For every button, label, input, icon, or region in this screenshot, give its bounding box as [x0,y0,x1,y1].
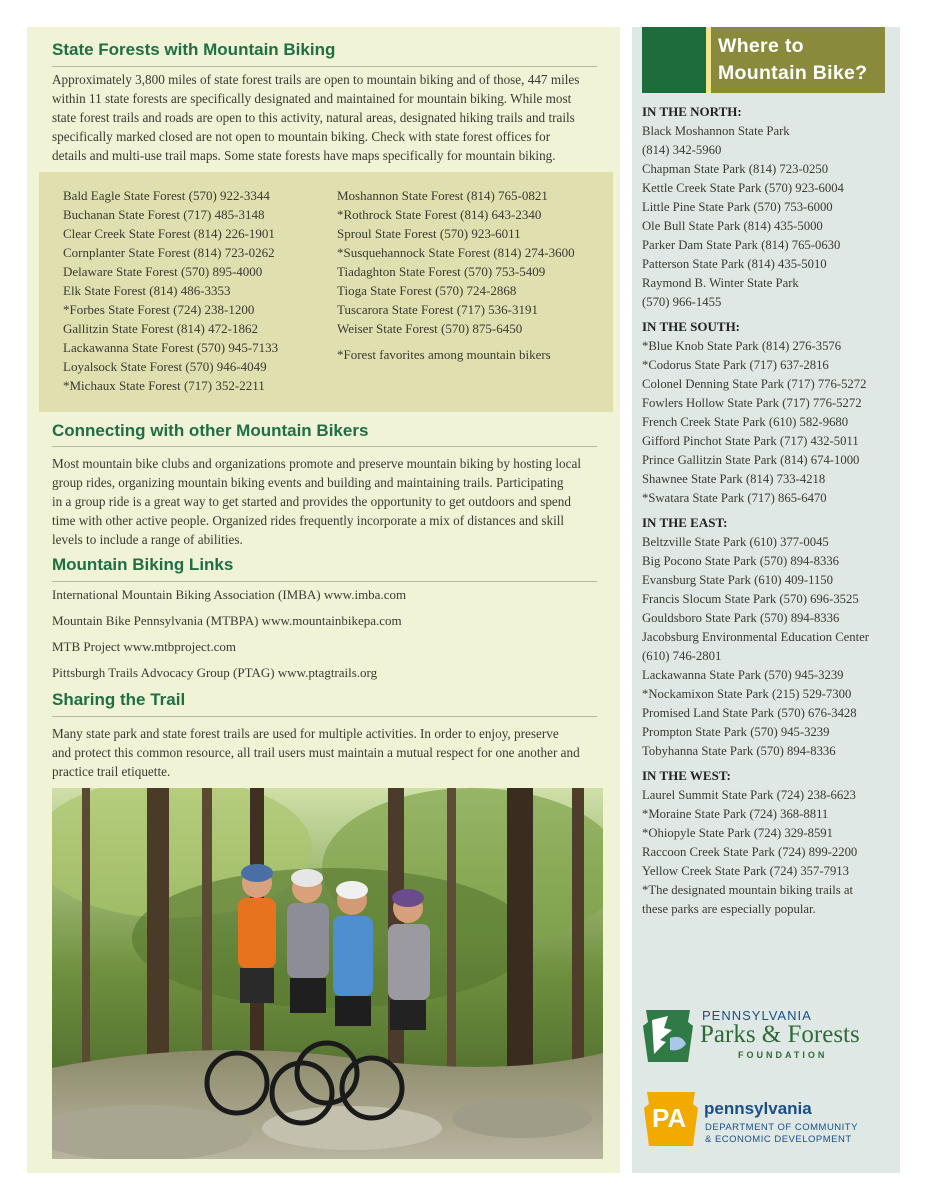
ppff-logo [642,1008,892,1064]
list-item: (570) 966-1455 [642,295,722,309]
list-item: Francis Slocum State Park (570) 696-3525 [642,592,859,606]
region-south-label: IN THE SOUTH: [642,319,741,334]
list-item: Ole Bull State Park (814) 435-5000 [642,219,823,233]
list-item: Evansburg State Park (610) 409-1150 [642,573,833,587]
sidebar-title: Where to Mountain Bike? [718,35,868,84]
list-item: Tuscarora State Forest (717) 536-3191 [337,302,538,317]
list-item: *Susquehannock State Forest (814) 274-3600 [337,245,575,260]
ppff-line2: Parks & Forests [700,1021,860,1048]
link-mtbpa[interactable]: Mountain Bike Pennsylvania (MTBPA) www.mountainbikepa.com [52,613,402,628]
list-item: (610) 746-2801 [642,649,722,663]
region-west-label: IN THE WEST: [642,768,731,783]
sharing-heading: Sharing the Trail [52,690,186,709]
list-item: Jacobsburg Environmental Education Center [642,630,870,644]
list-item: *Codorus State Park (717) 637-2816 [642,358,829,372]
list-item: Bald Eagle State Forest (570) 922-3344 [63,188,270,203]
dced-line3: & ECONOMIC DEVELOPMENT [705,1134,852,1145]
links-heading: Mountain Biking Links [52,555,234,574]
list-item: *Rothrock State Forest (814) 643-2340 [337,207,542,222]
list-item: Laurel Summit State Park (724) 238-6623 [642,788,856,802]
region-north-list [642,122,844,312]
list-item: *Michaux State Forest (717) 352-2211 [63,378,265,393]
keystone-leaf-logo-icon [642,1008,694,1064]
list-item: Elk State Forest (814) 486-3353 [63,283,231,298]
connecting-rule [52,446,597,447]
list-item: Shawnee State Park (814) 733-4218 [642,472,826,486]
dced-line1: pennsylvania [704,1099,812,1118]
list-item: Parker Dam State Park (814) 765-0630 [642,238,841,252]
sidebar-header-accent [706,27,711,93]
list-item: Raymond B. Winter State Park [642,276,799,290]
list-item: Raccoon Creek State Park (724) 899-2200 [642,845,858,859]
list-item: *Blue Knob State Park (814) 276-3576 [642,339,842,353]
sharing-body: Many state park and state forest trails are used for multiple activities. In order to enjoy, preserve and protect this common resource, all trail users must maintain a mutual respect for one another and practice trail etiquette. [52,726,580,779]
list-item: *The designated mountain biking trails at [642,883,854,897]
list-item: Big Pocono State Park (570) 894-8336 [642,554,839,568]
list-item: *Swatara State Park (717) 865-6470 [642,491,827,505]
ppff-line1: PENNSYLVANIA [702,1008,812,1023]
list-item: Lackawanna State Park (570) 945-3239 [642,668,844,682]
list-item: Tiadaghton State Forest (570) 753-5409 [337,264,546,279]
list-item: Tobyhanna State Park (570) 894-8336 [642,744,836,758]
links-list [52,587,406,691]
list-item: Sproul State Forest (570) 923-6011 [337,226,521,241]
forest-footnote: *Forest favorites among mountain bikers [337,347,551,362]
list-item: Delaware State Forest (570) 895-4000 [63,264,263,279]
list-item: Prompton State Park (570) 945-3239 [642,725,830,739]
list-item: Gifford Pinchot State Park (717) 432-5011 [642,434,859,448]
list-item: Weiser State Forest (570) 875-6450 [337,321,523,336]
list-item: Chapman State Park (814) 723-0250 [642,162,829,176]
dced-badge: PA [652,1103,687,1133]
region-west-list [642,786,857,919]
connecting-heading: Connecting with other Mountain Bikers [52,421,369,440]
list-item: Loyalsock State Forest (570) 946-4049 [63,359,267,374]
list-item: Clear Creek State Forest (814) 226-1901 [63,226,275,241]
list-item: Gallitzin State Forest (814) 472-1862 [63,321,258,336]
list-item: *Moraine State Park (724) 368-8811 [642,807,829,821]
forest-list-left [63,186,278,395]
region-east-list [642,533,869,761]
links-rule [52,581,597,582]
list-item: Beltzville State Park (610) 377-0045 [642,535,829,549]
list-item: Yellow Creek State Park (724) 357-7913 [642,864,849,878]
list-item: Colonel Denning State Park (717) 776-5272 [642,377,867,391]
list-item: these parks are especially popular. [642,902,816,916]
sidebar-header-block [642,27,709,93]
link-mtbproject[interactable]: MTB Project www.mtbproject.com [52,639,237,654]
list-item: Fowlers Hollow State Park (717) 776-5272 [642,396,862,410]
dced-line2: DEPARTMENT OF COMMUNITY [705,1122,858,1133]
list-item: *Nockamixon State Park (215) 529-7300 [642,687,852,701]
dced-logo [643,1090,893,1150]
forests-heading: State Forests with Mountain Biking [52,40,336,59]
list-item: Moshannon State Forest (814) 765-0821 [337,188,548,203]
forests-intro: Approximately 3,800 miles of state forest trails are open to mountain biking and of those, 447 miles within 11 state forests are specifically designated and maintained for mountain biking. While most state forest trails and roads are open to this activity, natural areas, designated hiking trails and trails specifically marked closed are not open to mountain biking. Check with state forest offices for details and multi-use trail maps. Some state forests have maps specifically for mountain biking. [52,72,580,163]
forests-rule [52,66,597,67]
list-item: Cornplanter State Forest (814) 723-0262 [63,245,275,260]
mountain-bikers-photo [52,788,603,1159]
list-item: *Ohiopyle State Park (724) 329-8591 [642,826,833,840]
sharing-rule [52,716,597,717]
list-item: Little Pine State Park (570) 753-6000 [642,200,833,214]
list-item: Black Moshannon State Park [642,124,790,138]
list-item: Prince Gallitzin State Park (814) 674-1000 [642,453,860,467]
region-north-label: IN THE NORTH: [642,104,742,119]
list-item: Promised Land State Park (570) 676-3428 [642,706,857,720]
list-item: (814) 342-5960 [642,143,722,157]
list-item: *Forbes State Forest (724) 238-1200 [63,302,255,317]
list-item: Gouldsboro State Park (570) 894-8336 [642,611,840,625]
list-item: Patterson State Park (814) 435-5010 [642,257,827,271]
list-item: French Creek State Park (610) 582-9680 [642,415,849,429]
list-item: Lackawanna State Forest (570) 945-7133 [63,340,279,355]
list-item: Buchanan State Forest (717) 485-3148 [63,207,265,222]
list-item: Tioga State Forest (570) 724-2868 [337,283,517,298]
link-ptag[interactable]: Pittsburgh Trails Advocacy Group (PTAG) www.ptagtrails.org [52,665,378,680]
ppff-line3: FOUNDATION [738,1050,828,1060]
forest-list-right [337,186,575,338]
region-south-list [642,337,866,508]
connecting-body: Most mountain bike clubs and organizations promote and preserve mountain biking by hosting local group rides, organizing mountain biking events and building and maintaining trails. Participating in a group ride is a great way to get started and provides the opportunity to get outdoors and spend time with other active people. Organized rides frequently incorporate a mix of distances and skill levels to include a range of abilities. [52,456,581,547]
region-east-label: IN THE EAST: [642,515,728,530]
link-imba[interactable]: International Mountain Biking Association (IMBA) www.imba.com [52,587,407,602]
list-item: Kettle Creek State Park (570) 923-6004 [642,181,844,195]
